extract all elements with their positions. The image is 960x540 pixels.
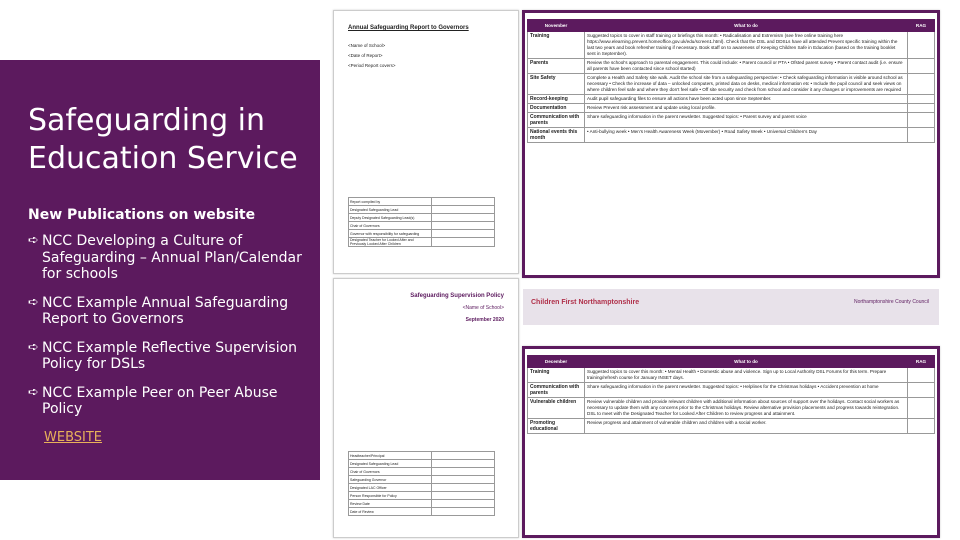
rag-header: RAG xyxy=(908,20,935,32)
table-cell: Person Responsible for Policy xyxy=(349,492,432,500)
table-cell xyxy=(432,452,495,460)
table-row xyxy=(528,104,935,113)
rag-cell xyxy=(908,74,935,95)
table-row xyxy=(528,74,935,95)
table-cell xyxy=(432,214,495,222)
report-title: Annual Safeguarding Report to Governors xyxy=(348,25,469,31)
arrow-bullet-icon: ➪ xyxy=(28,233,39,248)
category-cell: Record-keeping xyxy=(528,95,585,104)
table-row xyxy=(349,468,495,476)
table-row xyxy=(349,484,495,492)
table-cell: Chair of Governors xyxy=(349,468,432,476)
table-row xyxy=(528,32,935,59)
publication-label: NCC Example Reflective Supervision Policy for DSLs xyxy=(42,339,298,372)
policy-title: Safeguarding Supervision Policy xyxy=(410,293,504,299)
rag-cell xyxy=(908,104,935,113)
rag-cell xyxy=(908,95,935,104)
publication-label: NCC Example Annual Safeguarding Report to Governors xyxy=(42,294,289,327)
category-cell: Training xyxy=(528,368,585,383)
rag-cell xyxy=(908,383,935,398)
category-cell: Site Safety xyxy=(528,74,585,95)
list-item xyxy=(28,233,318,283)
table-row xyxy=(349,198,495,206)
county-council-logo: Northamptonshire County Council xyxy=(853,299,929,305)
todo-cell: Suggested topics to cover in staff training or briefings this month: • Radicalisation and Extremism (see free online training here https://www.elearning.prevent.homeoffice.gov.uk/edu/screen1.html). Check that the DSL and DDSLs have all attended Prevent specific training within the last two years and book refresher training if necessary. Book staff on to awareness of Keeping Children Safe in Education (based on the training booklet sent in September). xyxy=(585,32,908,59)
table-cell: Designated LAC Officer xyxy=(349,484,432,492)
category-cell: Communication with parents xyxy=(528,383,585,398)
publications-list xyxy=(28,233,318,430)
table-row xyxy=(349,492,495,500)
policy-date: September 2020 xyxy=(465,317,504,323)
rag-cell xyxy=(908,113,935,128)
list-item xyxy=(28,385,318,418)
rag-cell xyxy=(908,128,935,143)
table-cell xyxy=(432,484,495,492)
category-cell: Parents xyxy=(528,59,585,74)
table-cell xyxy=(432,230,495,238)
list-item xyxy=(28,295,318,328)
todo-cell: Review the school’s approach to parental engagement. This could include: • Parent council or PTA • Ofsted parent survey • Parent contact audit (i.e. ensure all parents have been contacted since school started) xyxy=(585,59,908,74)
category-cell: Documentation xyxy=(528,104,585,113)
december-table xyxy=(527,355,935,434)
todo-cell: Review progress and attainment of vulnerable children and children with a social worker. xyxy=(585,419,908,434)
table-row xyxy=(349,500,495,508)
report-document-preview xyxy=(333,10,519,274)
calendar-november-preview xyxy=(522,10,940,306)
table-row xyxy=(349,460,495,468)
list-item xyxy=(28,340,318,373)
table-cell: Headteacher/Principal xyxy=(349,452,432,460)
rag-cell xyxy=(908,59,935,74)
policy-document-preview xyxy=(333,278,519,538)
arrow-bullet-icon: ➪ xyxy=(28,294,39,310)
table-cell xyxy=(432,222,495,230)
table-header-row xyxy=(528,356,935,368)
rag-cell xyxy=(908,419,935,434)
table-cell xyxy=(432,238,495,247)
todo-cell: Complete a Health and Safety site walk. Audit the school site from a safeguarding perspective: • Check safeguarding information is visible around school as necessary • Check the increase of data – unlocked computers, printed data on desks, medical information etc • Include the pupil council and seek views on where children feel safe and where they don’t feel safe • Off site security and check from school and consider it any changes or improvements are required xyxy=(585,74,908,95)
publication-label: NCC Developing a Culture of Safeguarding – Annual Plan/Calendar for schools xyxy=(42,233,302,282)
category-cell: Vulnerable children xyxy=(528,398,585,419)
report-roles-table xyxy=(348,197,495,247)
calendar-december-preview xyxy=(522,346,940,538)
table-cell xyxy=(432,492,495,500)
table-row xyxy=(349,452,495,460)
table-cell xyxy=(432,198,495,206)
table-row xyxy=(528,95,935,104)
table-cell: Report compiled by xyxy=(349,198,432,206)
category-cell: Promoting educational xyxy=(528,419,585,434)
report-line: <Period Report covers> xyxy=(348,63,396,68)
table-row xyxy=(528,398,935,419)
table-row xyxy=(528,368,935,383)
table-row xyxy=(349,206,495,214)
table-row xyxy=(528,419,935,434)
todo-header: What to do xyxy=(585,356,908,368)
todo-cell: • Anti-bullying week • Men’s Health Awareness Week (Movember) • Road Safety Week • Universal Children’s Day xyxy=(585,128,908,143)
table-cell xyxy=(432,460,495,468)
todo-cell: Audit pupil safeguarding files to ensure all actions have been acted upon since September. xyxy=(585,95,908,104)
table-cell: Review Date xyxy=(349,500,432,508)
website-link[interactable]: WEBSITE xyxy=(44,430,102,445)
category-cell: Communication with parents xyxy=(528,113,585,128)
table-row xyxy=(528,113,935,128)
arrow-bullet-icon: ➪ xyxy=(28,339,39,355)
table-cell xyxy=(432,500,495,508)
todo-cell: Share safeguarding information in the parent newsletter. Suggested topics: • Helplines for the Christmas holidays • Accident prevention at home xyxy=(585,383,908,398)
table-cell xyxy=(432,468,495,476)
table-row xyxy=(349,508,495,516)
table-cell: Safeguarding Governor xyxy=(349,476,432,484)
table-row xyxy=(528,128,935,143)
report-line: <Name of School> xyxy=(348,43,386,48)
publications-heading: New Publications on website xyxy=(28,207,256,223)
todo-cell: Share safeguarding information in the parent newsletter. Suggested topics: • Parent survey and parent voice xyxy=(585,113,908,128)
month-header: November xyxy=(528,20,585,32)
calendar-footer-band xyxy=(523,289,939,325)
todo-cell: Review vulnerable children and provide relevant children with additional information about sources of support over the holidays. Contact social workers as necessary to update them with any concerns prior to the Christmas holidays. Review alternative provision placements and progress towards reintegration. DSL to meet with the Designated Teacher for Looked After Children to review progress and attainment. xyxy=(585,398,908,419)
table-header-row xyxy=(528,20,935,32)
policy-roles-table xyxy=(348,451,495,516)
table-cell xyxy=(432,508,495,516)
table-row xyxy=(349,214,495,222)
table-cell xyxy=(432,476,495,484)
todo-cell: Review Prevent risk assessment and update using local profile. xyxy=(585,104,908,113)
table-row xyxy=(349,476,495,484)
category-cell: National events this month xyxy=(528,128,585,143)
table-row xyxy=(528,383,935,398)
table-row xyxy=(349,222,495,230)
arrow-bullet-icon: ➪ xyxy=(28,384,39,400)
category-cell: Training xyxy=(528,32,585,59)
rag-cell xyxy=(908,398,935,419)
table-cell: Chair of Governors xyxy=(349,222,432,230)
table-row xyxy=(528,59,935,74)
rag-header: RAG xyxy=(908,356,935,368)
policy-school: <Name of School> xyxy=(462,305,504,311)
table-cell: Designated Safeguarding Lead xyxy=(349,206,432,214)
table-cell xyxy=(432,206,495,214)
table-cell: Governor with responsibility for safeguarding xyxy=(349,230,432,238)
table-row xyxy=(349,238,495,247)
rag-cell xyxy=(908,368,935,383)
report-line: <Date of Report> xyxy=(348,53,383,58)
table-cell: Designated Safeguarding Lead xyxy=(349,460,432,468)
table-cell: Deputy Designated Safeguarding Lead(s) xyxy=(349,214,432,222)
table-row xyxy=(349,230,495,238)
rag-cell xyxy=(908,32,935,59)
todo-header: What to do xyxy=(585,20,908,32)
children-first-logo: Children First Northamptonshire xyxy=(531,299,640,306)
table-cell: Designated Teacher for Looked After and Previously Looked After Children xyxy=(349,238,432,247)
publication-label: NCC Example Peer on Peer Abuse Policy xyxy=(42,384,278,417)
table-cell: Date of Review xyxy=(349,508,432,516)
todo-cell: Suggested topics to cover this month: • Mental Health • Domestic abuse and violence. Sign up to Local Authority DSL Forums for this term. Prepare training/refresh course for January INSET days. xyxy=(585,368,908,383)
november-table xyxy=(527,19,935,143)
slide-title: Safeguarding in Education Service xyxy=(28,103,298,176)
month-header: December xyxy=(528,356,585,368)
